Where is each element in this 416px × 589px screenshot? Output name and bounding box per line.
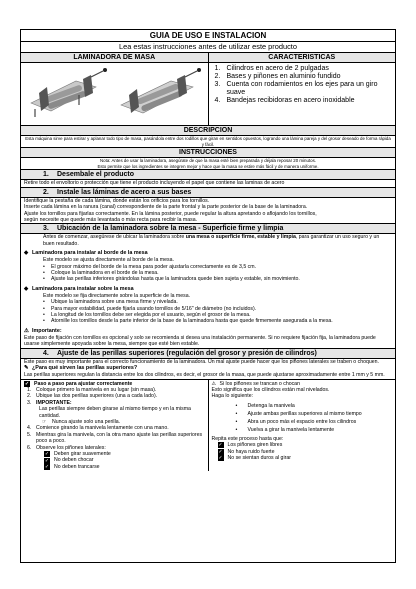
step3-body bbox=[21, 234, 395, 348]
step-text: Observe los piñones laterales: bbox=[36, 444, 106, 451]
step3-intro-b: , para garantizar un uso seguro y un buen resultado. bbox=[43, 234, 380, 247]
step-title: Desembale el producto bbox=[57, 171, 135, 179]
checkbox-icon: ✓ bbox=[218, 442, 223, 449]
check-text: No se sientan duros al girar bbox=[227, 454, 291, 461]
list-item: • Para mayor estabilidad, puede fijarla usando tornillos de 5/16" de diámetro (no incluidos). bbox=[43, 306, 395, 312]
step4-body bbox=[21, 359, 395, 379]
page-title: GUIA DE USO E INSTALACION bbox=[21, 30, 395, 42]
diamond-icon: ◆ bbox=[24, 250, 29, 257]
checkbox-icon: ✓ bbox=[24, 380, 30, 387]
feature-number: 2. bbox=[214, 73, 221, 80]
list-item: • Detenga la manivela bbox=[236, 402, 393, 410]
howto-column bbox=[21, 380, 209, 472]
step2-line: Ajuste los tornillos para fijarlas correctamente. En la lámina posterior, puede regular la altura apretando o aflojando los tornillos, bbox=[24, 210, 317, 217]
step2-line: según necesite que quede más levantada o más recta para recibir la masa. bbox=[24, 217, 198, 223]
question-title: ¿Para qué sirven las perillas superiores? bbox=[32, 365, 138, 372]
list-item: • Ajuste ambas perillas superiores al mismo tiempo bbox=[236, 410, 393, 418]
step-number: 3. bbox=[43, 225, 49, 233]
important-text: Este paso de fijación con tornillos es opcional y solo se recomienda si desea una instalación permanente. Si no requiere fijación fija, la laminadora puede usarse simplemente apoyada sobre la mesa, siempre que esté bien estable. bbox=[24, 334, 376, 348]
feature-text: Cuenta con rodamientos en los ejes para un giro suave bbox=[226, 81, 378, 96]
step3-intro-a: Antes de comenzar, asegúrese de ubicar la laminadora sobre bbox=[43, 234, 186, 241]
step4-text: Este paso es muy importante para el correcto funcionamiento de la laminadora. Un mal ajuste puede hacer que los piñones laterales se traben o choquen. bbox=[24, 358, 379, 365]
step-number: 1. bbox=[27, 386, 32, 393]
product-section bbox=[21, 53, 395, 126]
step3-intro-bold: una mesa o superficie firme, estable y limpia bbox=[185, 234, 296, 241]
step-number: 5. bbox=[27, 431, 32, 438]
hand-pointing-icon: ☞ bbox=[42, 418, 47, 425]
pencil-icon: ✎ bbox=[24, 365, 29, 372]
features-column bbox=[209, 53, 396, 125]
step-number: 1. bbox=[43, 171, 49, 179]
jam-column bbox=[209, 380, 396, 472]
check-item bbox=[44, 464, 205, 470]
feature-item bbox=[215, 97, 392, 105]
instructions-note-line: Esto permite que los ingredientes se integren mejor y hace que la masa se estire más fácil y de manera uniforme. bbox=[97, 163, 319, 169]
question-heading bbox=[21, 365, 395, 372]
feature-number: 4. bbox=[214, 97, 221, 104]
edge-intro: Este modelo se ajusta directamente al borde de la mesa. bbox=[43, 257, 174, 264]
adjustment-columns bbox=[21, 379, 395, 472]
step3-heading bbox=[21, 224, 395, 234]
page-subtitle: Lea estas instrucciones antes de utilizar este producto bbox=[21, 42, 395, 53]
jam-list bbox=[212, 402, 393, 434]
checkbox-icon: ✓ bbox=[44, 463, 50, 470]
checkbox-icon: ✓ bbox=[218, 448, 223, 455]
dough-sheeter-image bbox=[21, 63, 206, 125]
list-item: • Coloque la laminadora en el borde de la mesa. bbox=[43, 270, 395, 276]
hand-note: Nunca ajuste solo una perilla. bbox=[52, 418, 121, 425]
step4-heading bbox=[21, 349, 395, 359]
list-item: • Ajuste las perillas inferiores girándolas hasta que la laminadora quede bien sujeta y estable, sin movimiento. bbox=[43, 276, 395, 282]
feature-item bbox=[215, 65, 392, 73]
features-title: CARACTERISTICAS bbox=[209, 53, 396, 63]
product-name: LAMINADORA DE MASA bbox=[21, 53, 208, 63]
check-text: Deben girar suavemente bbox=[54, 450, 111, 457]
over-title: Laminadora para instalar sobre la mesa bbox=[32, 285, 134, 292]
step2-heading bbox=[21, 188, 395, 198]
check-text: No deben trancarse bbox=[54, 463, 100, 470]
features-list bbox=[209, 63, 396, 107]
list-item: • La longitud de los tornillos debe ser elegida por el usuario, según el grosor de la mesa. bbox=[43, 312, 395, 318]
step1-text: Retire todo el envoltorio o protección que tiene el producto incluyendo el papel que contiene las laminas de acero bbox=[21, 180, 395, 187]
list-item: • Atornille los tornillos desde la parte inferior de la base de la laminadora hasta que quede firmemente asegurada a la mesa. bbox=[43, 318, 395, 324]
step2-line: Identifique la pestaña de cada lámina, donde están los orificios para los tornillos. bbox=[24, 197, 210, 204]
check-item bbox=[218, 455, 393, 461]
step-number: 3. bbox=[27, 399, 32, 406]
jam-instructions: Haga lo siguiente: bbox=[211, 393, 254, 400]
howto-title: Paso a paso para ajustar correctamente bbox=[34, 380, 133, 387]
list-item: • Vuelva a girar la manivela lentamente bbox=[236, 426, 393, 434]
instructions-note bbox=[21, 158, 395, 170]
jam-title: Si los piñones se trancan o chocan bbox=[219, 380, 300, 387]
feature-item bbox=[215, 81, 392, 97]
check-text: Los piñones giren libres bbox=[227, 442, 283, 449]
check-text: No haya ruido fuerte bbox=[227, 448, 275, 455]
over-list bbox=[21, 299, 395, 325]
list-item: • Ubique la laminadora sobre una mesa firme y nivelada. bbox=[43, 299, 395, 305]
step-text: Mientras gira la manivela, con la otra mano ajuste las perillas superiores poco a poco. bbox=[36, 431, 203, 445]
step-text: Comience girando la manivela lentamente con una mano. bbox=[36, 425, 169, 432]
edge-heading bbox=[21, 250, 395, 257]
guide-page bbox=[20, 29, 396, 563]
step2-text bbox=[21, 198, 395, 225]
step-title: Instale las láminas de acero a sus bases bbox=[57, 188, 192, 196]
feature-number: 3. bbox=[214, 81, 221, 88]
edge-list bbox=[21, 264, 395, 283]
jam-checks bbox=[212, 442, 393, 461]
instructions-title: INSTRUCCIONES bbox=[21, 148, 395, 158]
instructions-note-line: Nota: Antes de usar la laminadora, asegúrate de que la masa esté bien preparada y déjala reposar 20 minutos. bbox=[99, 158, 316, 164]
over-intro: Este modelo se fija directamente sobre la superficie de la mesa. bbox=[43, 292, 191, 299]
feature-text: Bases y piñones en aluminio fundido bbox=[226, 73, 341, 80]
feature-item bbox=[215, 73, 392, 81]
howto-step bbox=[24, 432, 205, 445]
important-detail: Las perillas siempre deben girarse al mismo tiempo y en la misma cantidad. bbox=[39, 406, 191, 419]
step-number: 4. bbox=[43, 349, 49, 357]
howto-steps bbox=[24, 387, 205, 406]
description-text: Esta máquina sirve para estirar y aplanar todo tipo de masa, pasándola entre dos rodillos que giran en sentidos opuestos, logrando una lámina pareja y del grosor deseado de forma rápida y fácil. bbox=[21, 136, 395, 148]
over-heading bbox=[21, 286, 395, 293]
step-title: Ajuste de las perillas superiores (regulación del grosor y presión de cilindros) bbox=[57, 349, 317, 357]
warning-icon: ⚠ bbox=[24, 327, 29, 334]
step-text: Coloque primero la manivela en su lugar (sin masa). bbox=[36, 386, 157, 393]
step2-line: Inserte cada lámina en la ranura (canal) correspondiente de la parte frontal y la parte posterior de la base de la laminadora. bbox=[24, 204, 308, 211]
step-text: IMPORTANTE: bbox=[36, 399, 72, 406]
list-item: • Abra un poco más el espacio entre los cilindros bbox=[236, 418, 393, 426]
check-text: No deben chocar bbox=[54, 457, 94, 464]
important-title: Importante: bbox=[32, 327, 62, 334]
warning-icon: ⚠ bbox=[211, 380, 217, 387]
question-text: Las perillas superiores regulan la distancia entre los dos cilindros, es decir, el grosor de la masa, que puede ajustarse aproximadamente entre 1 mm y 5 mm. bbox=[24, 372, 385, 379]
diamond-icon: ◆ bbox=[24, 285, 29, 292]
step1-heading bbox=[21, 170, 395, 180]
important-heading bbox=[21, 328, 395, 335]
step-number: 2. bbox=[43, 188, 49, 196]
repeat-text: Repita este proceso hasta que: bbox=[211, 435, 284, 442]
step-title: Ubicación de la laminadora sobre la mesa - Superficie firme y limpia bbox=[57, 225, 284, 233]
step-number: 2. bbox=[27, 393, 32, 400]
checkbox-icon: ✓ bbox=[44, 451, 50, 458]
howto-steps-2 bbox=[24, 425, 205, 451]
step-number: 4. bbox=[27, 425, 32, 432]
howto-checks bbox=[24, 451, 205, 470]
feature-number: 1. bbox=[214, 65, 221, 72]
feature-text: Cilindros en acero de 2 pulgadas bbox=[226, 65, 329, 72]
step3-intro bbox=[21, 234, 395, 247]
checkbox-icon: ✓ bbox=[44, 457, 50, 464]
step-text: Ubique las dos perillas superiores (una a cada lado). bbox=[36, 393, 158, 400]
description-title: DESCRIPCION bbox=[21, 126, 395, 136]
checkbox-icon: ✓ bbox=[218, 455, 223, 462]
step-number: 6. bbox=[27, 444, 32, 451]
jam-text: Esto significa que los cilindros están mal nivelados. bbox=[211, 386, 330, 393]
edge-title: Laminadora para instalar al borde de la mesa bbox=[32, 250, 148, 257]
product-column bbox=[21, 53, 209, 125]
list-item: • El grosor máximo del borde de la mesa para poder ajustarla correctamente es de 3,5 cm. bbox=[43, 264, 395, 270]
feature-text: Bandejas recibidoras en acero inoxidable bbox=[226, 97, 355, 104]
